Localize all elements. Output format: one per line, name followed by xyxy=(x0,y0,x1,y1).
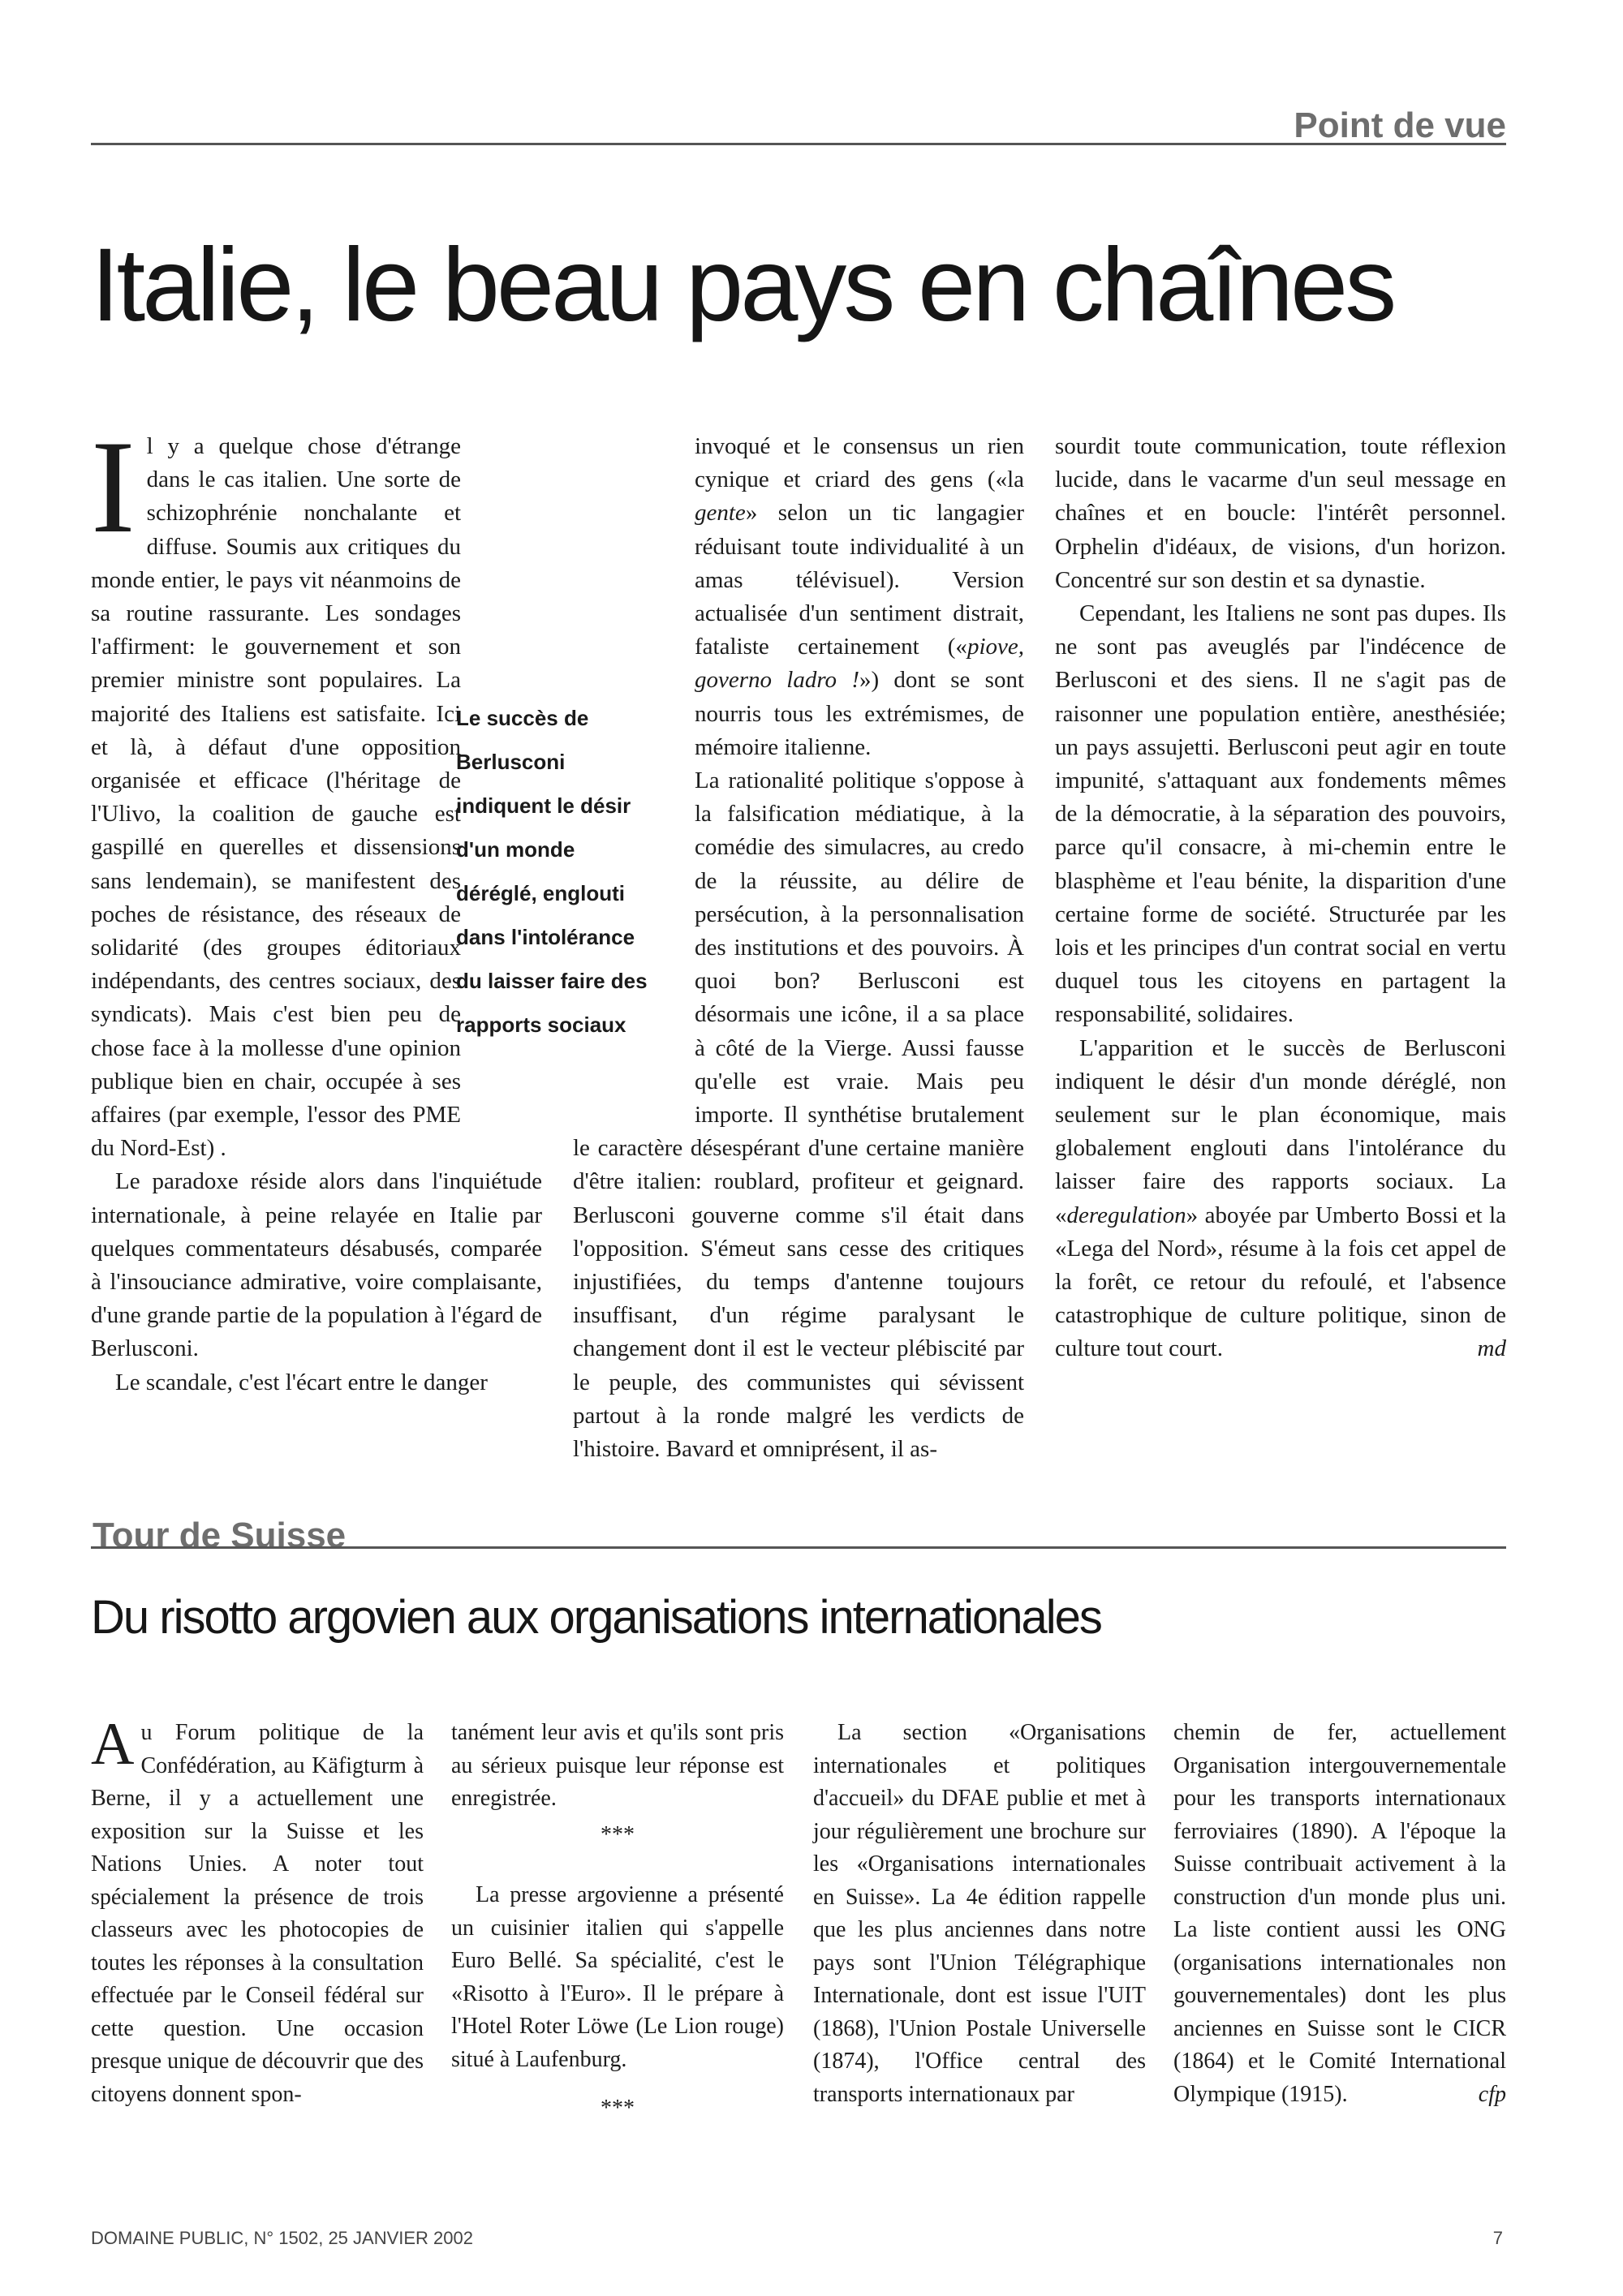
article1-paragraph: Cependant, les Italiens ne sont pas dupes. Ils ne sont pas aveuglés par l'indécence de Berlusconi et des siens. Il ne s'agit pas de raisonner une population entière, anesthésiée; un pays assujetti. Berlusconi peut agir en toute impunité, s'attaquant aux fondements mêmes de la démocratie, à la séparation des pouvoirs, parce qu'il consacre, à mi-chemin entre le blasphème et l'eau bénite, la disparition d'une certaine forme de société. Structurée par les lois et les principes d'un contrat social en vertu duquel tous les citoyens en partagent la responsabilité, solidaires. xyxy=(1055,600,1506,1028)
article2-column-4 xyxy=(1173,1717,1506,2111)
section-label-point-de-vue: Point de vue xyxy=(1294,105,1506,145)
separator-stars: *** xyxy=(601,2096,635,2121)
article2-paragraph: La presse argovienne a présenté un cuisinier italien qui s'appelle Euro Bellé. Sa spécialité, c'est le «Risotto à l'Euro». Il le prépare à l'Hotel Roter Löwe (Le Lion rouge) situé à Laufenburg. xyxy=(451,1882,784,2072)
footer-publication: DOMAINE PUBLIC, N° 1502, 25 JANVIER 2002 xyxy=(91,2228,473,2248)
article1-paragraph: La rationalité politique s'oppose à la falsification médiatique, à la comédie des simulacres, au credo de la réussite, au délire de persécution, à la personnalisation des institutions et des pouvoirs. À quoi bon? Berlusconi est désormais une icône, il a sa place à côté de la Vierge. Aussi fausse qu'elle est vraie. Mais peu importe. Il synthétise brutalement le caractère désespérant d'une certaine manière d'être italien: roublard, profiteur et geignard. Berlusconi gouverne comme s'il était dans l'opposition. S'émeut sans cesse des critiques injustifiées, du temps d'antenne toujours insuffisant, d'un régime paralysant le changement dont il est le vecteur plébiscité par le peuple, des communistes qui sévissent partout à la ronde malgré les verdicts de l'histoire. Bavard et omniprésent, il as- xyxy=(573,767,1024,1463)
article2-paragraph: u Forum politique de la Confédération, au Käfigturm à Berne, il y a actuellement une exposition sur la Suisse et les Nations Unies. A noter tout spécialement la présence de trois classeurs avec les photocopies de toutes les réponses à la consultation effectuée par le Conseil fédéral sur cette question. Une occasion presque unique de découvrir que des citoyens donnent spon- xyxy=(91,1720,424,2107)
article1-paragraph: invoqué et le consensus un rien cynique et criard des gens («la gente» selon un tic langagier réduisant toute individualité à un amas télévisuel). Version actualisée d'un sentiment distrait, fataliste certainement («piove, governo ladro !») dont se sont nourris tous les extrémismes, de mémoire italienne. xyxy=(695,433,1024,760)
article1-column-3 xyxy=(1055,430,1506,1428)
article1-paragraph: l y a quelque chose d'étrange dans le cas italien. Une sorte de schizophrénie nonchalante et diffuse. Soumis aux critiques du monde entier, le pays vit néanmoins de sa routine rassurante. Les sondages l'affirment: le gouvernement et son premier ministre sont populaires. La majorité des Italiens est satisfaite. Ici et là, à défaut d'une opposition organisée et efficace (l'héritage de l'Ulivo, la coalition de gauche est gaspillé en querelles et dissensions sans lendemain), se manifestent des poches de résistance, des réseaux de solidarité (des groupes éditoriaux indépendants, des centres sociaux, des syndicats). Mais c'est bien peu de chose face à la mollesse d'une opinion publique bien en chair, occupée à ses affaires (par exemple, l'essor des PME du Nord-Est) . xyxy=(91,433,461,1162)
article2-column-3 xyxy=(813,1717,1146,2111)
author-signature: cfp xyxy=(1478,2081,1506,2107)
dropcap: I xyxy=(91,414,136,561)
article2-column-2 xyxy=(451,1717,784,2153)
section-rule-top xyxy=(91,143,1506,145)
article1-paragraph: Le scandale, c'est l'écart entre le danger xyxy=(115,1369,488,1395)
article1-paragraph: L'apparition et le succès de Berlusconi indiquent le désir d'un monde déréglé, non seulement sur le plan économique, mais globalement englouti dans l'intolérance du laisser faire des rapports sociaux. La «deregulation» aboyée par Umberto Bossi et la «Lega del Nord», résume à la fois cet appel de la forêt, ce retour du refoulé, et l'absence catastrophique de culture politique, sinon de culture tout court. md xyxy=(1055,1032,1506,1366)
separator-stars: *** xyxy=(601,1821,635,1847)
page-number: 7 xyxy=(1492,2228,1503,2248)
section-label-tour-de-suisse: Tour de Suisse xyxy=(93,1516,347,1555)
article2-paragraph: tanément leur avis et qu'ils sont pris au sérieux puisque leur réponse est enregistrée. xyxy=(451,1720,784,1811)
pullquote: Le succès de Berlusconi indiquent le désir d'un monde déréglé, englouti dans l'intolérance du laisser faire des rapports sociaux xyxy=(456,706,648,1037)
article2-paragraph: chemin de fer, actuellement Organisation intergouvernementale pour les transports internationaux ferroviaires (1890). A l'époque la Suisse contribuait activement à la construction d'un monde plus uni. La liste contient aussi les ONG (organisations internationales non gouvernementales) dont les plus anciennes en Suisse sont le CICR (1864) et le Comité International Olympique (1915). cfp xyxy=(1173,1717,1506,2111)
article2-column-1 xyxy=(91,1711,424,2111)
article2-title: Du risotto argovien aux organisations internationales xyxy=(91,1591,1101,1644)
article-title: Italie, le beau pays en chaînes xyxy=(91,227,1394,343)
dropcap: A xyxy=(91,1711,135,1778)
article1-paragraph: sourdit toute communication, toute réflexion lucide, dans le vacarme d'un seul message en chaînes et en boucle: l'intérêt personnel. Orphelin d'idéaux, de visions, d'un horizon. Concentré sur son destin et sa dynastie. xyxy=(1055,433,1506,593)
article2-paragraph: La section «Organisations internationales et politiques d'accueil» du DFAE publie et met à jour régulièrement une brochure sur les «Organisations internationales en Suisse». La 4e édition rappelle que les plus anciennes dans notre pays sont l'Union Télégraphique Internationale, dont est issue l'UIT (1868), l'Union Postale Universelle (1874), l'Office central des transports internationaux par xyxy=(813,1720,1146,2107)
section-rule-bottom xyxy=(91,1546,1506,1549)
author-signature: md xyxy=(1477,1335,1506,1362)
article1-paragraph: Le paradoxe réside alors dans l'inquiétude internationale, à peine relayée en Italie par quelques commentateurs désabusés, comparée à l'insouciance admirative, voire complaisante, d'une grande partie de la population à l'égard de Berlusconi. xyxy=(91,1168,542,1362)
